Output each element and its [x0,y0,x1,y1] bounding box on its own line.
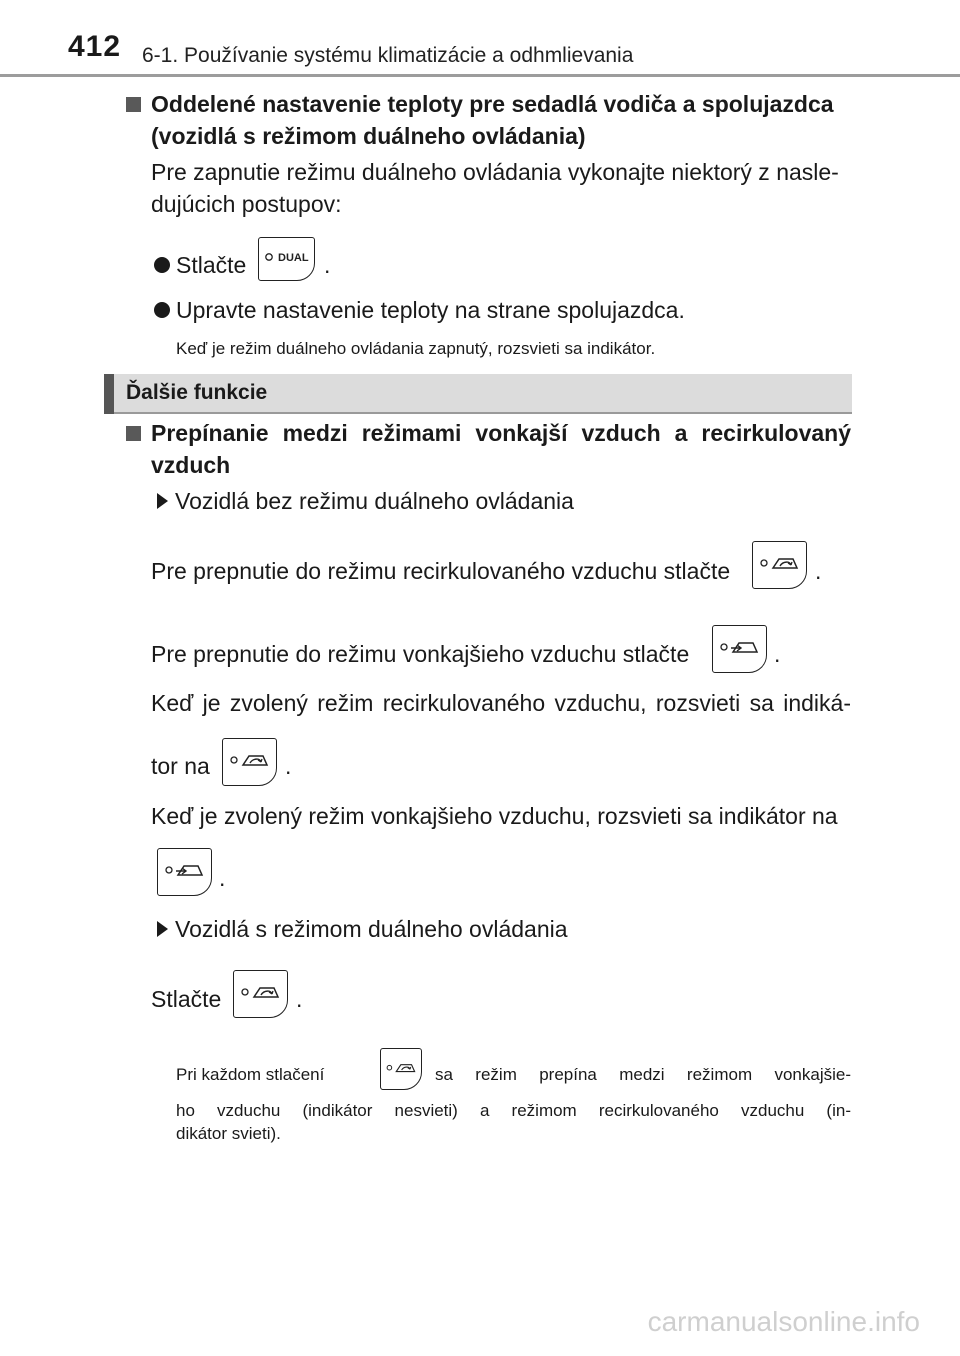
section-marker-icon [126,97,141,112]
subheading: Vozidlá bez režimu duálneho ovládania [175,488,574,514]
outside-air-button-icon [157,848,212,896]
section-band-marker [104,374,114,414]
bullet-text: Upravte nastavenie teploty na strane spolujazdca. [176,297,685,323]
paragraph: dujúcich postupov: [151,191,342,217]
section-heading-cont: vzduch [151,452,231,478]
period: . [324,252,331,278]
section-heading-cont: (vozidlá s režimom duálneho ovládania) [151,123,586,149]
recirculation-button-icon [233,970,288,1018]
subheading: Vozidlá s režimom duálneho ovládania [175,916,568,942]
section-band-title: Ďalšie funkcie [126,381,268,404]
paragraph: Pre zapnutie režimu duálneho ovládania vykonajte niektorý z nasle- [151,159,839,185]
note-text: ho vzduchu (indikátor nesvieti) a režimom recirkulovaného vzduchu (in- [176,1101,851,1120]
note-text: Pri každom stlačení [176,1065,325,1084]
page-number: 412 [68,30,122,63]
bullet-icon [154,302,170,318]
period: . [219,865,226,891]
bullet-icon [154,257,170,273]
paragraph: Pre prepnutie do režimu recirkulovaného vzduchu stlačte [151,558,731,584]
bullet-text: Stlačte [176,252,247,278]
paragraph: Keď je zvolený režim recirkulovaného vzduchu, rozsvieti sa indiká- [151,690,851,716]
period: . [296,986,303,1012]
recirculation-button-icon [380,1048,422,1090]
recirculation-button-icon [222,738,277,786]
section-heading: Prepínanie medzi režimami vonkajší vzduch a recirkulovaný [151,420,851,446]
period: . [285,753,292,779]
header-divider [0,74,960,77]
note-text: sa režim prepína medzi režimom vonkajšie- [435,1065,851,1084]
recirculation-button-icon [752,541,807,589]
paragraph: tor na [151,753,210,779]
outside-air-button-icon [712,625,767,673]
section-marker-icon [126,426,141,441]
paragraph: Pre prepnutie do režimu vonkajšieho vzduchu stlačte [151,641,690,667]
period: . [815,558,822,584]
dual-button-icon [258,237,315,281]
watermark: carmanualsonline.info [647,1306,920,1337]
chapter-title: 6-1. Používanie systému klimatizácie a odhmlievania [142,44,634,67]
arrow-bullet-icon [157,921,168,937]
period: . [774,641,781,667]
arrow-bullet-icon [157,493,168,509]
note-text: dikátor svieti). [176,1124,281,1143]
note-text: Keď je režim duálneho ovládania zapnutý, rozsvieti sa indikátor. [176,339,656,358]
paragraph: Stlačte [151,986,222,1012]
dual-key-label: DUAL [278,252,309,264]
paragraph: Keď je zvolený režim vonkajšieho vzduchu, rozsvieti sa indikátor na [151,803,838,829]
section-heading: Oddelené nastavenie teploty pre sedadlá vodiča a spolujazdca [151,91,834,117]
